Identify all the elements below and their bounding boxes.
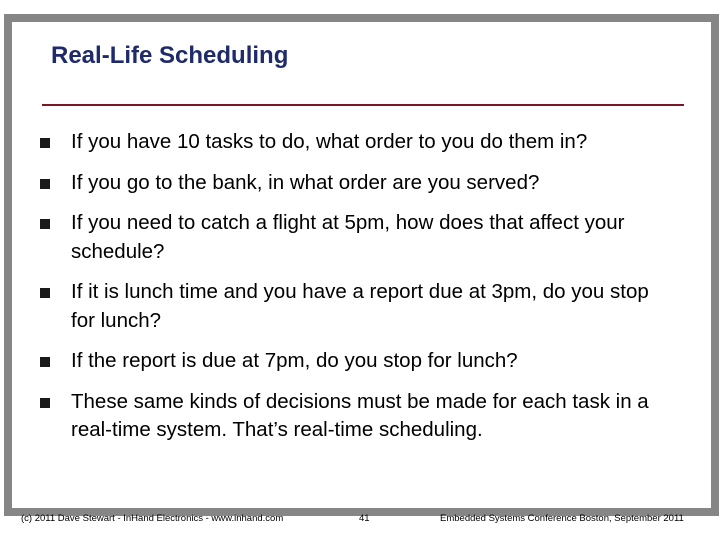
square-bullet-icon <box>40 219 50 229</box>
bullet-list <box>38 128 678 445</box>
slide-title: Real-Life Scheduling <box>51 42 289 69</box>
bullet-text: These same kinds of decisions must be made for each task in a real-time system. That’s real-time scheduling. <box>71 389 649 441</box>
square-bullet-icon <box>40 357 50 367</box>
list-item <box>38 169 678 198</box>
bullet-text: If you have 10 tasks to do, what order to you do them in? <box>71 130 588 153</box>
bullet-text: If you go to the bank, in what order are you served? <box>71 170 540 194</box>
list-item <box>38 278 678 335</box>
footer-copyright: (c) 2011 Dave Stewart - InHand Electronics - www.inhand.com <box>21 513 284 524</box>
square-bullet-icon <box>40 288 50 298</box>
bullet-text: If it is lunch time and you have a report due at 3pm, do you stop for lunch? <box>71 280 649 332</box>
square-bullet-icon <box>40 138 50 148</box>
bullet-text: If you need to catch a flight at 5pm, how does that affect your schedule? <box>71 211 625 263</box>
list-item <box>38 128 678 157</box>
list-item <box>38 209 678 266</box>
footer-event: Embedded Systems Conference Boston, September 2011 <box>440 513 684 524</box>
bullet-text: If the report is due at 7pm, do you stop for lunch? <box>71 349 518 372</box>
square-bullet-icon <box>40 398 50 408</box>
square-bullet-icon <box>40 179 50 189</box>
title-divider <box>42 104 684 106</box>
list-item <box>38 347 678 376</box>
list-item <box>38 388 678 445</box>
footer-page-number: 41 <box>359 513 370 524</box>
